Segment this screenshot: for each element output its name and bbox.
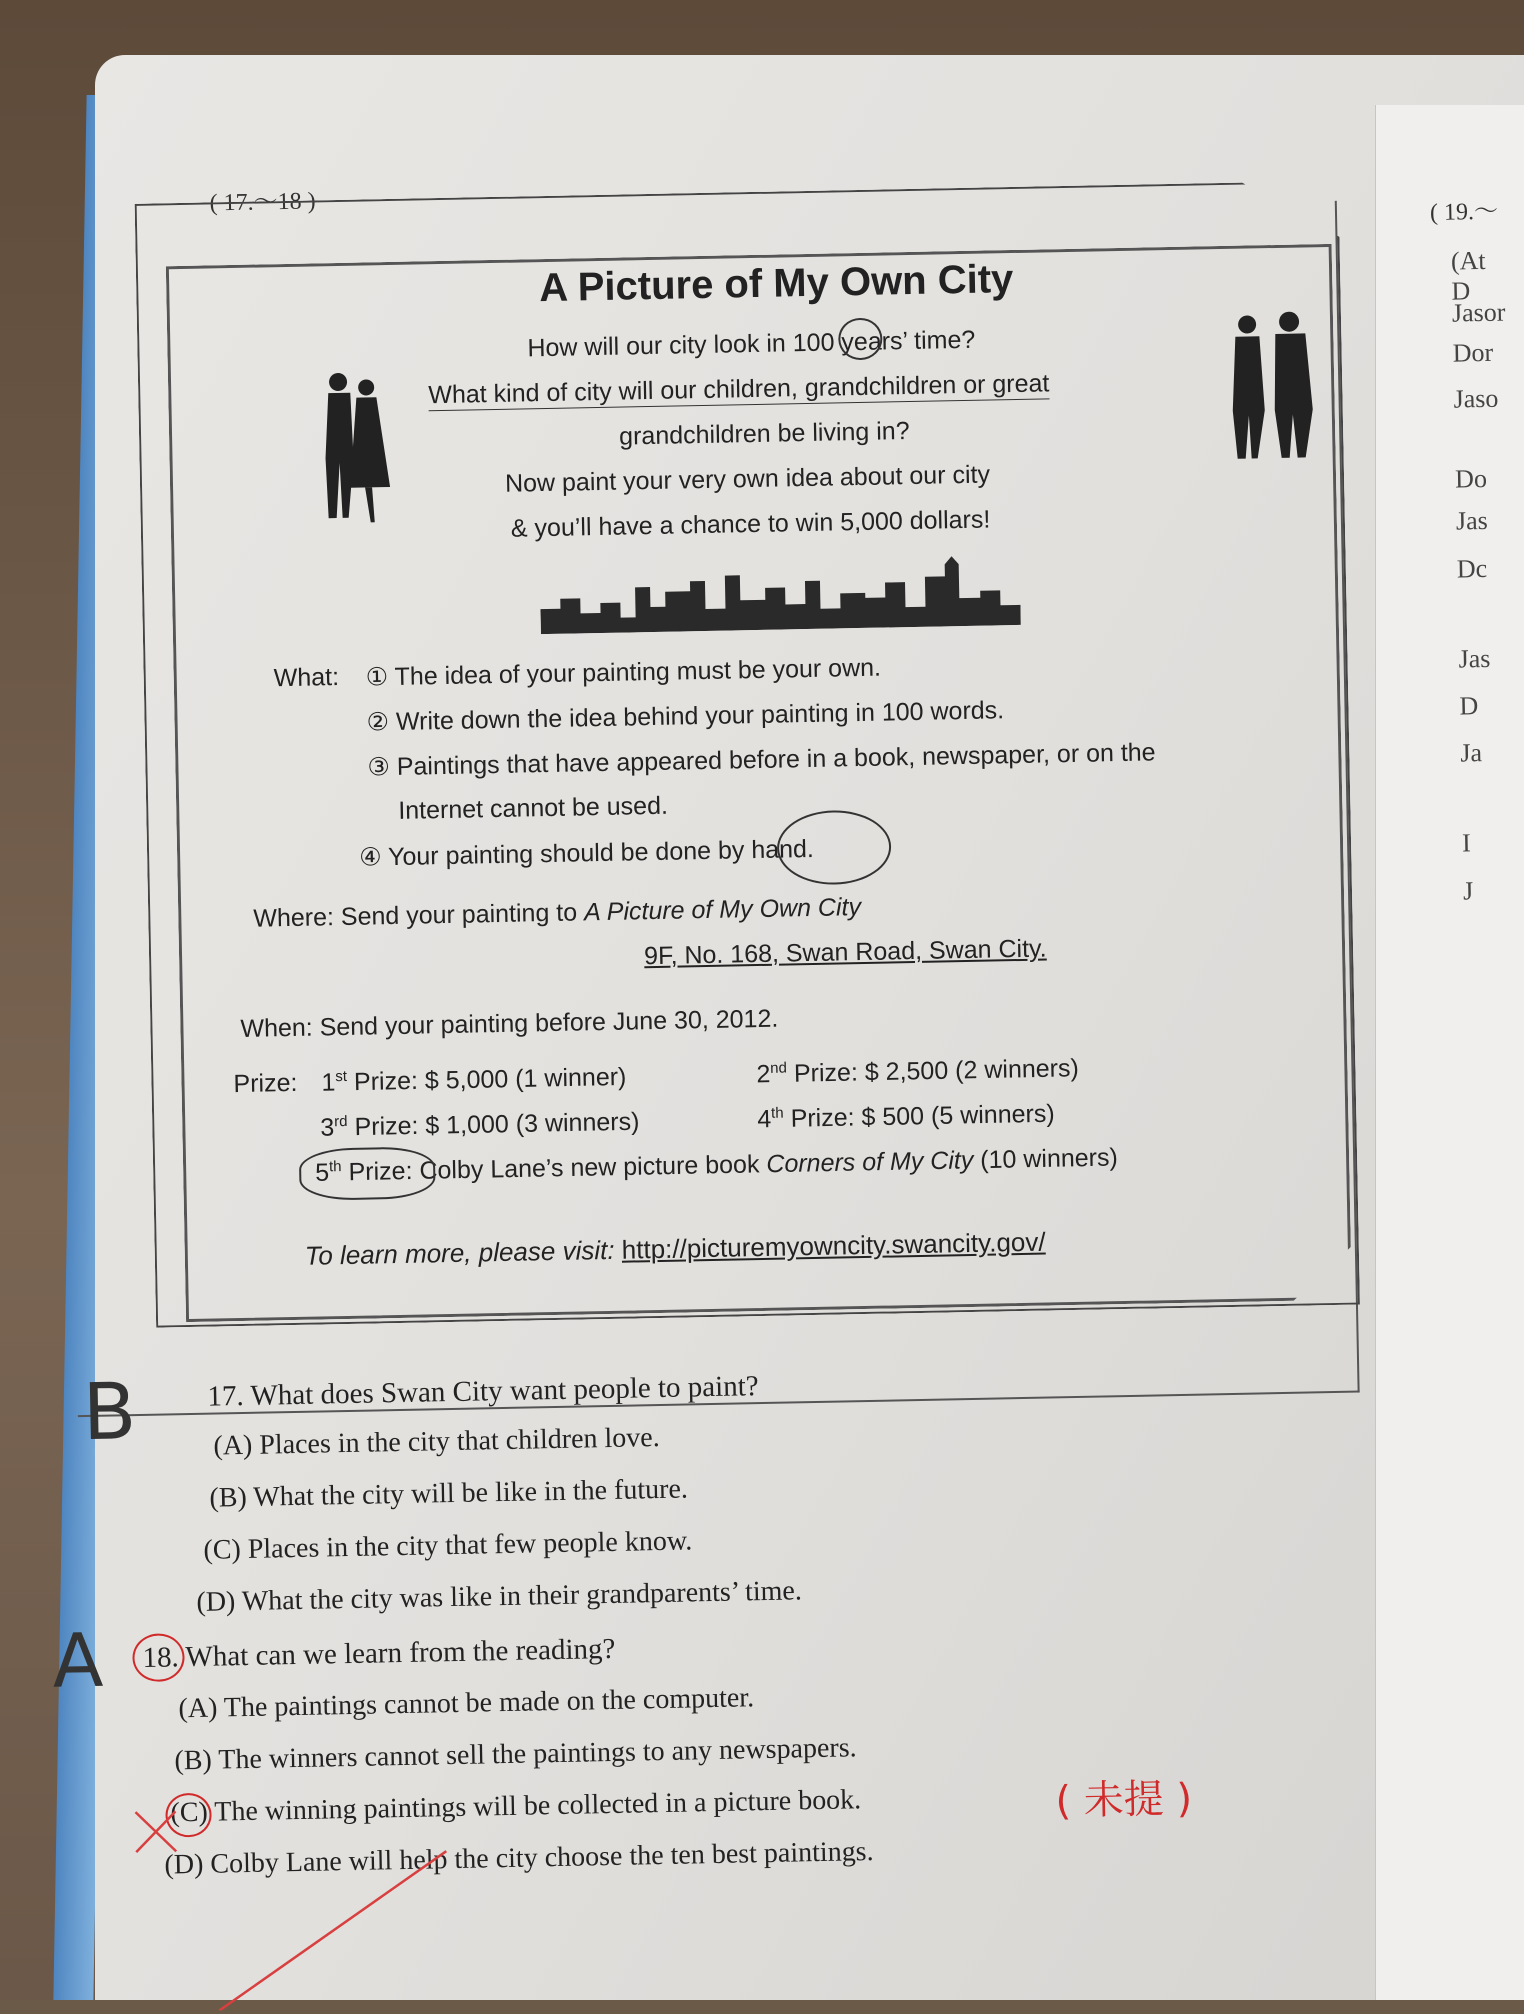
option-17b[interactable]: (B) What the city will be like in the future. (209, 1473, 689, 1514)
handwritten-answer-18: A (51, 1617, 105, 1705)
right-fragment-text: J (1462, 876, 1474, 906)
option-17c[interactable]: (C) Places in the city that few people know. (203, 1525, 693, 1566)
learn-more-text: To learn more, please visit: (304, 1234, 615, 1271)
when-label: When: (240, 1013, 313, 1043)
what-item: ④ Your painting should be done by hand. (358, 834, 815, 872)
what-label: What: (273, 663, 340, 693)
what-item: Internet cannot be used. (398, 791, 669, 825)
right-fragment-text: Jaso (1453, 383, 1499, 414)
where-label: Where: (253, 903, 335, 933)
right-fragment-text: D (1459, 691, 1479, 721)
prize-desc: Colby Lane’s new picture book (419, 1150, 760, 1185)
prize-rank-suffix: rd (334, 1112, 348, 1131)
when-text: Send your painting before June 30, 2012. (319, 1004, 779, 1042)
option-18b[interactable]: (B) The winners cannot sell the paintings to any newspapers. (174, 1732, 857, 1777)
where-text: Send your painting to (340, 898, 578, 932)
question-number: 17. (207, 1379, 245, 1413)
what-item: ② Write down the idea behind your painting in 100 words. (366, 696, 1005, 737)
prize-label: Prize: (233, 1068, 298, 1099)
right-fragment-text: I (1461, 828, 1472, 858)
right-fragment-text: Dc (1456, 553, 1488, 584)
prize-rank: 5 (314, 1158, 330, 1187)
prize-rank-suffix: th (770, 1104, 784, 1122)
website-link[interactable]: http://picturemyowncity.swancity.gov/ (621, 1226, 1046, 1265)
next-range-label: ( 19.～ (1429, 198, 1499, 226)
prize-rank: 4 (757, 1105, 772, 1134)
question-text: What can we learn from the reading? (185, 1632, 616, 1674)
right-fragment-text: Jas (1458, 643, 1491, 674)
intro-line: Now paint your very own idea about our city (504, 460, 991, 498)
option-18a[interactable]: (A) The paintings cannot be made on the computer. (178, 1682, 755, 1725)
where-contest-name: A Picture of My Own City (583, 893, 862, 927)
what-item: ③ Paintings that have appeared before in a book, newspaper, or on the (367, 738, 1156, 782)
handwritten-note: ( 未提 ) (1054, 1775, 1193, 1825)
prize-rank-suffix: th (328, 1158, 342, 1176)
where-address: 9F, No. 168, Swan Road, Swan City. (643, 934, 1047, 971)
question-range-label: ( 17.～18 ) (209, 188, 316, 217)
prize-text: Prize: $ 5,000 (1 winner) (353, 1062, 627, 1097)
right-fragment-text: Jas (1455, 505, 1488, 536)
prize-text: Prize: $ 500 (5 winners) (790, 1099, 1055, 1133)
right-fragment-text: Do (1454, 463, 1488, 494)
intro-line: How will our city look in 100 years’ time? (527, 325, 976, 363)
prize-rank: 1 (321, 1068, 336, 1097)
prize-text: Prize: (348, 1157, 413, 1187)
option-17a[interactable]: (A) Places in the city that children love. (213, 1422, 660, 1462)
right-fragment-text: Ja (1460, 738, 1483, 768)
right-fragment-text: Dor (1452, 337, 1494, 368)
prize-rank: 2 (756, 1060, 771, 1089)
poster-title: A Picture of My Own City (538, 257, 1014, 311)
intro-line: & you’ll have a chance to win 5,000 dollars! (510, 505, 991, 543)
prize-rank-suffix: nd (770, 1059, 788, 1077)
option-17d[interactable]: (D) What the city was like in their grandparents’ time. (196, 1575, 803, 1618)
option-18c[interactable]: (C) The winning paintings will be collected in a picture book. (170, 1784, 862, 1829)
right-fragment-text: (At D (1450, 245, 1486, 306)
prize-text: Prize: $ 1,000 (3 winners) (354, 1107, 640, 1142)
prize-winners: (10 winners) (980, 1143, 1119, 1175)
handwritten-answer-17: B (81, 1367, 138, 1459)
prize-text: Prize: $ 2,500 (2 winners) (793, 1054, 1080, 1088)
question-text: What does Swan City want people to paint? (250, 1370, 759, 1412)
prize-rank: 3 (320, 1113, 335, 1142)
what-item: ① The idea of your painting must be your own. (365, 653, 882, 692)
book-title: Corners of My City (766, 1146, 974, 1179)
prize-rank-suffix: st (335, 1067, 348, 1086)
question-number: 18. (142, 1641, 180, 1674)
intro-line: What kind of city will our children, grandchildren or great (428, 369, 1050, 410)
right-fragment-text: Jasor (1451, 297, 1506, 328)
intro-line: grandchildren be living in? (618, 417, 910, 451)
option-18d[interactable]: (D) Colby Lane will help the city choose the ten best paintings. (164, 1835, 874, 1881)
